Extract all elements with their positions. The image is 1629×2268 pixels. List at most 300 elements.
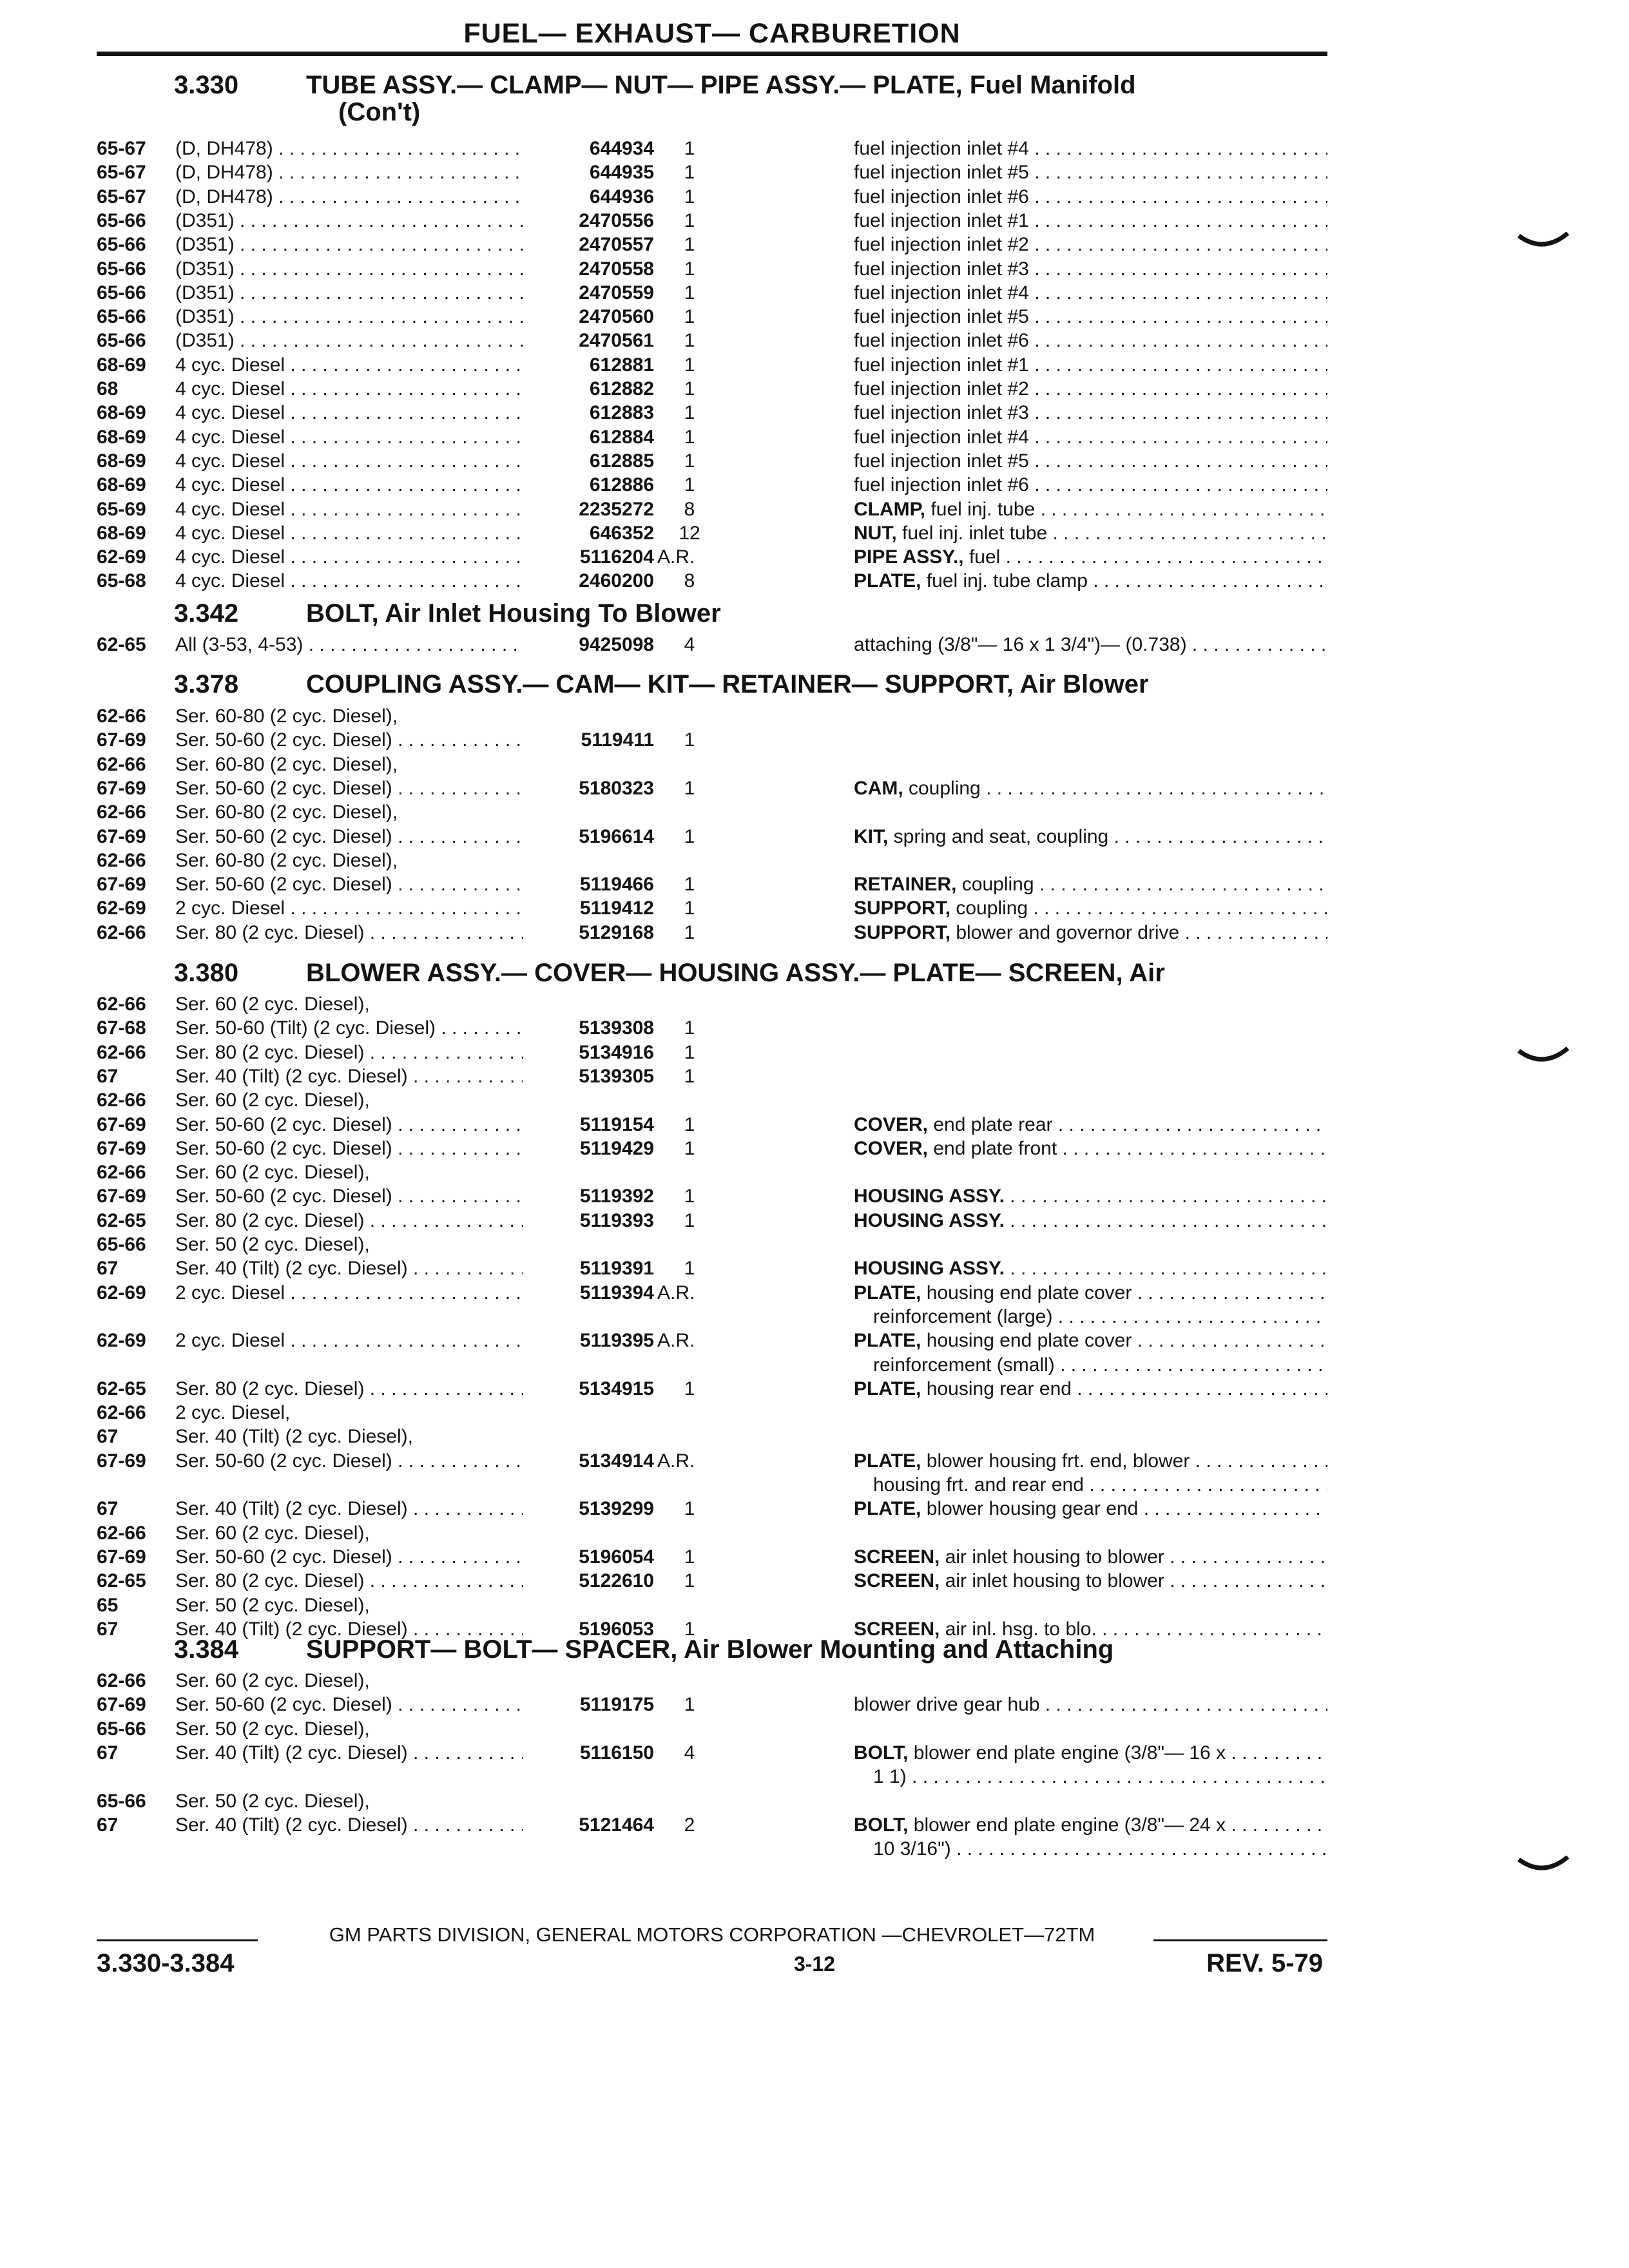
parts-row (0, 1113, 1629, 1137)
part-description (854, 233, 1327, 256)
part-name: SUPPORT, (854, 921, 951, 943)
part-detail: reinforcement (small) (873, 1354, 1055, 1376)
part-description (873, 1837, 1327, 1861)
part-number: 2470559 (579, 282, 654, 303)
part-description (854, 257, 1327, 281)
part-description (854, 1137, 1327, 1160)
part-detail: blower and governor drive (950, 921, 1180, 943)
application-model: Ser. 50 (2 cyc. Diesel), (175, 1790, 370, 1812)
application-model: (D351) . . . (175, 281, 523, 305)
application-model: Ser. 50-60 (Tilt) (2 cyc. Diesel) . . . (175, 1016, 523, 1040)
application-model: Ser. 40 (Tilt) (2 cyc. Diesel) . . . (175, 1617, 523, 1641)
parts-row (0, 569, 1629, 593)
part-description (854, 1693, 1327, 1716)
application-model: (D, DH478) . . . (175, 160, 523, 184)
parts-row (0, 1064, 1629, 1088)
part-description (854, 449, 1327, 473)
model-year: 62-65 (97, 1378, 146, 1399)
application-model: 4 cyc. Diesel . . . (175, 521, 523, 545)
part-description (854, 281, 1327, 305)
parts-row (0, 137, 1629, 160)
parts-row (0, 921, 1629, 945)
part-number: 5119394 (579, 1282, 654, 1303)
part-detail: blower end plate engine (3/8"— 16 x (908, 1742, 1226, 1763)
application-model: 2 cyc. Diesel . . . (175, 1281, 523, 1305)
application-model: 4 cyc. Diesel . . . (175, 545, 523, 569)
parts-row (0, 449, 1629, 473)
model-year: 68-69 (97, 402, 146, 424)
application-model: Ser. 40 (Tilt) (2 cyc. Diesel) . . . (175, 1813, 523, 1837)
part-name: CAM, (854, 777, 903, 799)
application-model: Ser. 50-60 (2 cyc. Diesel) . . . (175, 1449, 523, 1473)
part-name: SCREEN, (854, 1546, 940, 1568)
footer-revision: REV. 5-79 (1206, 1949, 1323, 1977)
part-number: 612886 (589, 474, 654, 496)
page-header-title: FUEL— EXHAUST— CARBURETION (463, 18, 961, 49)
part-name: HOUSING ASSY. (854, 1258, 1005, 1280)
application-model: Ser. 50-60 (2 cyc. Diesel) . . . (175, 825, 523, 849)
part-description (854, 401, 1327, 425)
part-number: 2470556 (579, 209, 654, 231)
parts-row (0, 1209, 1629, 1233)
parts-row (0, 872, 1629, 896)
quantity: 1 (684, 729, 695, 751)
application-model: Ser. 60-80 (2 cyc. Diesel), (175, 802, 398, 823)
quantity: 1 (684, 921, 695, 943)
application-model: Ser. 60 (2 cyc. Diesel), (175, 1162, 370, 1184)
part-detail: fuel injection inlet #6 (854, 474, 1029, 496)
model-year: 62-65 (97, 1570, 146, 1592)
part-number: 2235272 (579, 498, 654, 520)
part-number: 612884 (589, 426, 654, 448)
parts-row (0, 1256, 1629, 1280)
part-description (854, 896, 1327, 920)
quantity: 1 (684, 874, 695, 896)
parts-row (0, 825, 1629, 849)
part-description (854, 545, 1327, 569)
quantity: 1 (684, 1546, 695, 1568)
part-number: 5196053 (579, 1618, 654, 1640)
part-detail: coupling (903, 777, 981, 799)
part-number: 644935 (589, 162, 654, 184)
application-model: Ser. 60 (2 cyc. Diesel), (175, 1090, 370, 1111)
model-year: 65-66 (97, 258, 146, 280)
quantity: 1 (684, 209, 695, 231)
application-model: Ser. 50 (2 cyc. Diesel), (175, 1718, 370, 1740)
part-number: 5116150 (579, 1742, 654, 1763)
binder-hole-mark (1518, 232, 1569, 258)
part-description (854, 776, 1327, 800)
part-number: 5119393 (579, 1209, 654, 1231)
part-number: 5134915 (579, 1378, 654, 1399)
section-number: 3.330 (174, 71, 239, 99)
parts-row (0, 545, 1629, 569)
part-detail: end plate front (928, 1137, 1057, 1159)
model-year: 67 (97, 1065, 119, 1087)
parts-row (0, 305, 1629, 329)
part-number: 5196614 (579, 825, 654, 847)
parts-row (0, 473, 1629, 497)
part-detail: housing end plate cover (921, 1282, 1132, 1303)
part-description (854, 209, 1327, 233)
parts-row (0, 329, 1629, 352)
model-year: 65-66 (97, 209, 146, 231)
section-number: 3.342 (174, 599, 239, 628)
model-year: 65-66 (97, 306, 146, 328)
part-name: PLATE, (854, 1378, 921, 1399)
quantity: 1 (684, 898, 695, 919)
part-number: 646352 (589, 522, 654, 544)
part-description (854, 160, 1327, 184)
model-year: 67-69 (97, 874, 146, 896)
parts-row (0, 1741, 1629, 1765)
application-model: (D, DH478) . . . (175, 185, 523, 209)
quantity: 4 (684, 1742, 695, 1763)
part-name: HOUSING ASSY. (854, 1209, 1005, 1231)
application-model: Ser. 40 (Tilt) (2 cyc. Diesel) . . . (175, 1741, 523, 1765)
quantity: 1 (684, 1065, 695, 1087)
parts-row (0, 521, 1629, 545)
application-model: 4 cyc. Diesel . . . (175, 353, 523, 377)
model-year: 62-69 (97, 1330, 146, 1352)
parts-row (0, 1693, 1629, 1716)
model-year: 68-69 (97, 450, 146, 472)
part-detail: fuel inj. tube clamp (921, 570, 1088, 592)
part-detail: 10 3/16") (873, 1838, 951, 1860)
parts-row (0, 1473, 1629, 1497)
part-description (854, 1184, 1327, 1208)
quantity: A.R. (657, 546, 695, 568)
quantity: 1 (684, 1137, 695, 1159)
quantity: 4 (684, 634, 695, 655)
part-detail: blower drive gear hub (854, 1694, 1040, 1716)
part-detail: air inl. hsg. to blo. (940, 1618, 1097, 1640)
model-year: 67 (97, 1426, 119, 1448)
part-detail: fuel injection inlet #6 (854, 186, 1029, 207)
application-model: 4 cyc. Diesel . . . (175, 377, 523, 401)
model-year: 67-69 (97, 729, 146, 751)
application-model: (D351) . . . (175, 329, 523, 352)
application-model: Ser. 80 (2 cyc. Diesel) . . . (175, 1041, 523, 1064)
part-description (854, 353, 1327, 377)
parts-row (0, 1137, 1629, 1160)
quantity: 1 (684, 1113, 695, 1135)
part-number: 612885 (589, 450, 654, 472)
quantity: 1 (684, 258, 695, 280)
part-name: PLATE, (854, 1282, 921, 1303)
part-detail: fuel injection inlet #4 (854, 138, 1029, 159)
part-detail: fuel injection inlet #5 (854, 306, 1029, 328)
part-description (854, 569, 1327, 593)
section-number: 3.380 (174, 959, 239, 987)
part-name: COVER, (854, 1113, 929, 1135)
application-model: 2 cyc. Diesel, (175, 1402, 291, 1424)
model-year: 67-69 (97, 1137, 146, 1159)
application-model: Ser. 80 (2 cyc. Diesel) . . . (175, 1569, 523, 1593)
parts-row (0, 992, 1629, 1016)
part-name: BOLT, (854, 1742, 909, 1763)
parts-row (0, 704, 1629, 728)
model-year: 67-69 (97, 1694, 146, 1716)
section-title: COUPLING ASSY.— CAM— KIT— RETAINER— SUPPORT, Air Blower (306, 670, 1149, 698)
application-model: Ser. 50-60 (2 cyc. Diesel) . . . (175, 1693, 523, 1716)
part-detail: blower end plate engine (3/8"— 24 x (908, 1814, 1226, 1836)
parts-row (0, 1765, 1629, 1789)
part-detail: fuel injection inlet #1 (854, 209, 1029, 231)
header-rule (97, 52, 1327, 56)
model-year: 65 (97, 1594, 119, 1616)
application-model: Ser. 50 (2 cyc. Diesel), (175, 1594, 370, 1616)
application-model: (D351) . . . (175, 305, 523, 329)
model-year: 68-69 (97, 522, 146, 544)
quantity: 12 (679, 522, 700, 544)
parts-row (0, 1717, 1629, 1741)
part-description (854, 1281, 1327, 1305)
part-detail: fuel inj. inlet tube (896, 522, 1048, 544)
application-model: Ser. 60-80 (2 cyc. Diesel), (175, 706, 398, 727)
quantity: 1 (684, 234, 695, 256)
parts-row (0, 776, 1629, 800)
quantity: 2 (684, 1814, 695, 1836)
quantity: 8 (684, 570, 695, 592)
part-detail: fuel injection inlet #5 (854, 450, 1029, 472)
part-number: 5196054 (579, 1546, 654, 1568)
part-number: 5134916 (579, 1041, 654, 1063)
parts-row (0, 353, 1629, 377)
part-name: PIPE ASSY., (854, 546, 964, 568)
parts-row (0, 1088, 1629, 1112)
parts-row (0, 1184, 1629, 1208)
quantity: 1 (684, 306, 695, 328)
part-description (854, 329, 1327, 352)
part-description (854, 473, 1327, 497)
model-year: 62-66 (97, 994, 146, 1015)
part-description (854, 825, 1327, 849)
application-model: 2 cyc. Diesel . . . (175, 1329, 523, 1352)
part-detail: fuel injection inlet #6 (854, 330, 1029, 352)
quantity: 1 (684, 1017, 695, 1039)
parts-row (0, 1305, 1629, 1329)
model-year: 67-68 (97, 1017, 146, 1039)
application-model: (D351) . . . (175, 233, 523, 256)
application-model: (D351) . . . (175, 257, 523, 281)
application-model: Ser. 60 (2 cyc. Diesel), (175, 994, 370, 1015)
model-year: 62-66 (97, 706, 146, 727)
part-description (854, 1569, 1327, 1593)
model-year: 65-66 (97, 1790, 146, 1812)
application-model: 4 cyc. Diesel . . . (175, 425, 523, 449)
application-model: Ser. 50-60 (2 cyc. Diesel) . . . (175, 728, 523, 752)
part-description (854, 633, 1327, 657)
model-year: 67-69 (97, 1113, 146, 1135)
part-description (854, 1497, 1327, 1521)
part-detail: reinforcement (large) (873, 1305, 1053, 1327)
part-number: 612881 (589, 354, 654, 376)
part-description (854, 425, 1327, 449)
application-model: Ser. 60 (2 cyc. Diesel), (175, 1670, 370, 1691)
application-model: Ser. 50-60 (2 cyc. Diesel) . . . (175, 1113, 523, 1137)
part-number: 5119175 (579, 1694, 654, 1716)
part-name: SUPPORT, (854, 898, 951, 919)
application-model: Ser. 80 (2 cyc. Diesel) . . . (175, 1377, 523, 1401)
part-name: PLATE, (854, 1450, 921, 1472)
application-model: Ser. 60 (2 cyc. Diesel), (175, 1522, 370, 1544)
part-name: SCREEN, (854, 1618, 940, 1640)
application-model: Ser. 40 (Tilt) (2 cyc. Diesel) . . . (175, 1497, 523, 1521)
part-description (873, 1305, 1327, 1329)
parts-row (0, 1837, 1629, 1861)
part-detail: fuel injection inlet #3 (854, 258, 1029, 280)
part-detail: blower housing gear end (921, 1498, 1139, 1520)
part-name: RETAINER, (854, 874, 957, 896)
part-detail: fuel injection inlet #4 (854, 282, 1029, 303)
parts-row (0, 1593, 1629, 1617)
quantity: 1 (684, 354, 695, 376)
quantity: 1 (684, 1694, 695, 1716)
part-description (854, 185, 1327, 209)
part-description (854, 1256, 1327, 1280)
application-model: 4 cyc. Diesel . . . (175, 497, 523, 521)
part-number: 5134914 (579, 1450, 654, 1472)
parts-row (0, 800, 1629, 824)
parts-row (0, 1281, 1629, 1305)
part-name: NUT, (854, 522, 897, 544)
quantity: 1 (684, 450, 695, 472)
model-year: 67 (97, 1742, 119, 1763)
part-number: 612883 (589, 402, 654, 424)
model-year: 62-66 (97, 753, 146, 775)
parts-row (0, 1449, 1629, 1473)
parts-row (0, 1813, 1629, 1837)
binder-hole-mark (1518, 1047, 1569, 1073)
part-name: PLATE, (854, 570, 921, 592)
part-detail: fuel injection inlet #2 (854, 378, 1029, 399)
part-number: 2470558 (579, 258, 654, 280)
section-number: 3.378 (174, 670, 239, 698)
model-year: 65-66 (97, 1234, 146, 1255)
part-number: 5119429 (579, 1137, 654, 1159)
part-name: SCREEN, (854, 1570, 940, 1592)
part-number: 5129168 (579, 921, 654, 943)
quantity: 1 (684, 1618, 695, 1640)
part-name: CLAMP, (854, 498, 926, 520)
part-detail: housing rear end (921, 1378, 1072, 1399)
part-number: 5139305 (579, 1065, 654, 1087)
part-detail: spring and seat, coupling (888, 825, 1109, 847)
part-name: PLATE, (854, 1498, 921, 1520)
model-year: 62-66 (97, 1162, 146, 1184)
model-year: 67 (97, 1814, 119, 1836)
part-description (854, 1329, 1327, 1352)
part-number: 9425098 (579, 634, 654, 655)
part-description (854, 1113, 1327, 1137)
parts-row (0, 1401, 1629, 1425)
parts-row (0, 633, 1629, 657)
model-year: 67-69 (97, 1186, 146, 1207)
part-name: KIT, (854, 825, 889, 847)
part-number: 5139299 (579, 1498, 654, 1520)
part-description (854, 137, 1327, 160)
part-number: 5139308 (579, 1017, 654, 1039)
part-description (854, 1741, 1327, 1765)
model-year: 62-66 (97, 1041, 146, 1063)
quantity: 1 (684, 138, 695, 159)
part-description (873, 1765, 1327, 1789)
parts-row (0, 160, 1629, 184)
model-year: 62-66 (97, 1090, 146, 1111)
application-model: All (3-53, 4-53) . . . (175, 633, 523, 657)
part-number: 5119395 (579, 1330, 654, 1352)
footer-publisher: GM PARTS DIVISION, GENERAL MOTORS CORPORATION —CHEVROLET—72TM (329, 1923, 1095, 1946)
section-number: 3.384 (174, 1635, 239, 1664)
quantity: 1 (684, 186, 695, 207)
parts-row (0, 1497, 1629, 1521)
application-model: Ser. 50-60 (2 cyc. Diesel) . . . (175, 1184, 523, 1208)
footer-section-range: 3.330-3.384 (97, 1949, 235, 1977)
part-name: COVER, (854, 1137, 929, 1159)
part-number: 5116204 (579, 546, 654, 568)
application-model: Ser. 40 (Tilt) (2 cyc. Diesel) . . . (175, 1256, 523, 1280)
application-model: 4 cyc. Diesel . . . (175, 401, 523, 425)
quantity: 1 (684, 1498, 695, 1520)
quantity: 8 (684, 498, 695, 520)
parts-row (0, 185, 1629, 209)
quantity: 1 (684, 378, 695, 399)
part-detail: air inlet housing to blower (940, 1570, 1164, 1592)
model-year: 65-68 (97, 570, 146, 592)
quantity: A.R. (657, 1330, 695, 1352)
parts-row (0, 849, 1629, 872)
quantity: 1 (684, 1258, 695, 1280)
part-number: 5119466 (579, 874, 654, 896)
application-model: 4 cyc. Diesel . . . (175, 569, 523, 593)
part-description (854, 1209, 1327, 1233)
part-name: HOUSING ASSY. (854, 1186, 1005, 1207)
part-detail: blower housing frt. end, blower (921, 1450, 1190, 1472)
application-model: Ser. 50-60 (2 cyc. Diesel) . . . (175, 1545, 523, 1569)
part-number: 5119391 (579, 1258, 654, 1280)
part-number: 2470560 (579, 306, 654, 328)
model-year: 68 (97, 378, 119, 399)
part-number: 2470561 (579, 330, 654, 352)
quantity: 1 (684, 825, 695, 847)
part-name: PLATE, (854, 1330, 921, 1352)
part-detail: attaching (3/8"— 16 x 1 3/4")— (0.738) (854, 634, 1187, 655)
model-year: 62-66 (97, 1670, 146, 1691)
binder-hole-mark (1518, 1856, 1569, 1881)
parts-row (0, 1425, 1629, 1448)
parts-row (0, 1233, 1629, 1256)
model-year: 67 (97, 1618, 119, 1640)
part-detail: fuel (963, 546, 1001, 568)
model-year: 65-67 (97, 138, 146, 159)
quantity: 1 (684, 162, 695, 184)
model-year: 67 (97, 1498, 119, 1520)
section-title: TUBE ASSY.— CLAMP— NUT— PIPE ASSY.— PLATE, Fuel Manifold (306, 71, 1136, 99)
application-model: Ser. 80 (2 cyc. Diesel) . . . (175, 1209, 523, 1233)
part-description (873, 1353, 1327, 1377)
part-description (854, 1377, 1327, 1401)
model-year: 67 (97, 1258, 119, 1280)
model-year: 62-66 (97, 1522, 146, 1544)
model-year: 62-66 (97, 1402, 146, 1424)
part-number: 5122610 (579, 1570, 654, 1592)
part-description (854, 377, 1327, 401)
quantity: 1 (684, 1209, 695, 1231)
part-description (854, 497, 1327, 521)
part-number: 644936 (589, 186, 654, 207)
application-model: (D, DH478) . . . (175, 137, 523, 160)
